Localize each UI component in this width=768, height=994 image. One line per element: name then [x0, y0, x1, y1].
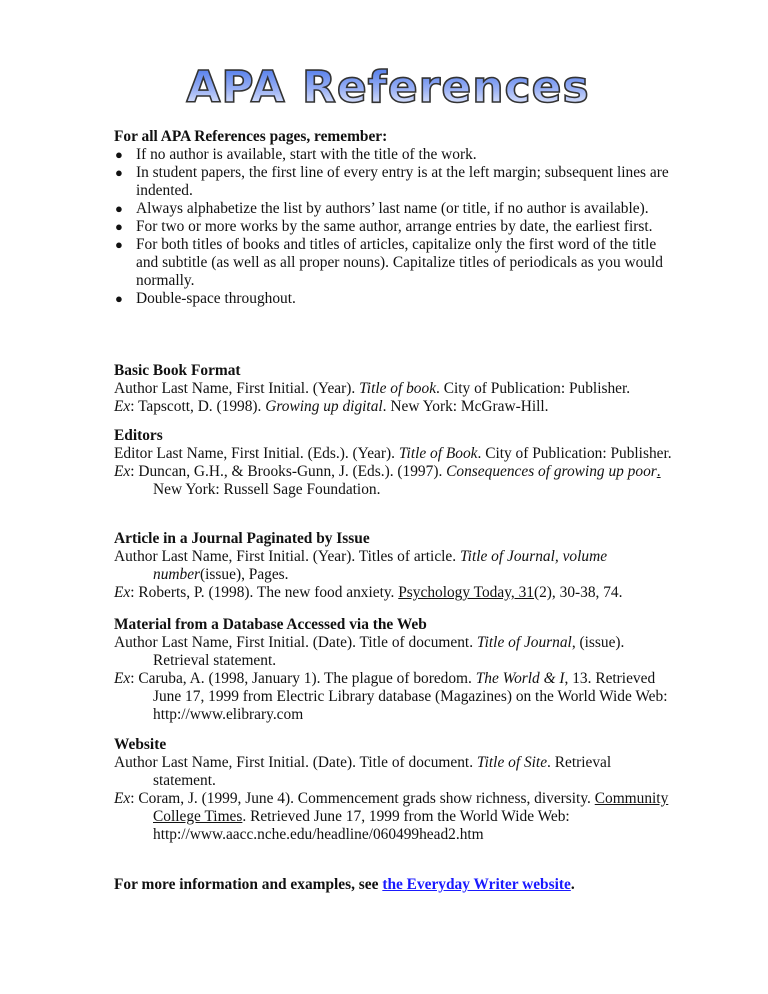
- bullet-icon: ●: [115, 147, 123, 162]
- page-title: [172, 60, 604, 110]
- rule-item: ● For two or more works by the same author, arrange entries by date, the earliest first.: [115, 218, 653, 235]
- example-line: Ex: Coram, J. (1999, June 4). Commencement grads show richness, diversity. Community College Times. Retrieved June 17, 1999 from the World Wide Web: http://www.aacc.nche.edu/headline/060499head2.htm: [114, 790, 669, 843]
- intro-block: [114, 128, 674, 308]
- format-line: Author Last Name, First Initial. (Date). Title of document. Title of Site. Retrieval statement.: [114, 754, 612, 789]
- section-heading: Editors: [114, 427, 163, 444]
- footer-note: For more information and examples, see the Everyday Writer website.: [114, 876, 575, 893]
- section-heading: Basic Book Format: [114, 362, 241, 379]
- bullet-icon: ●: [115, 201, 123, 216]
- format-line: Author Last Name, First Initial. (Year). Title of book. City of Publication: Publisher.: [114, 380, 631, 397]
- rule-item: ● Always alphabetize the list by authors’ last name (or title, if no author is available).: [115, 200, 649, 217]
- example-line: Ex: Tapscott, D. (1998). Growing up digital. New York: McGraw-Hill.: [114, 398, 549, 415]
- section-heading: Article in a Journal Paginated by Issue: [114, 530, 370, 547]
- title-text: APA References: [186, 62, 590, 110]
- section-website: [114, 736, 674, 844]
- bullet-icon: ●: [115, 219, 123, 234]
- format-line: Editor Last Name, First Initial. (Eds.). (Year). Title of Book. City of Publication: Publisher.: [114, 445, 672, 462]
- bullet-icon: ●: [115, 237, 123, 252]
- section-editors: [114, 427, 674, 499]
- section-heading: Material from a Database Accessed via the Web: [114, 616, 427, 633]
- bullet-icon: ●: [115, 165, 123, 180]
- section-database-web: [114, 616, 674, 724]
- section-journal-article: [114, 530, 674, 602]
- intro-heading: For all APA References pages, remember:: [114, 128, 388, 145]
- format-line: Author Last Name, First Initial. (Date). Title of document. Title of Journal, (issue). Retrieval statement.: [114, 634, 625, 669]
- rules-list: [114, 146, 674, 308]
- example-line: Ex: Caruba, A. (1998, January 1). The plague of boredom. The World & I, 13. Retrieved June 17, 1999 from Electric Library database (Magazines) on the World Wide Web: http://www.elibrary.com: [114, 670, 668, 723]
- format-line: Author Last Name, First Initial. (Year). Titles of article. Title of Journal, volume number(issue), Pages.: [114, 548, 608, 583]
- section-heading: Website: [114, 736, 167, 753]
- everyday-writer-link[interactable]: the Everyday Writer website: [382, 876, 571, 893]
- example-line: Ex: Duncan, G.H., & Brooks-Gunn, J. (Eds.). (1997). Consequences of growing up poor. New York: Russell Sage Foundation.: [114, 463, 661, 498]
- rule-item: ● For both titles of books and titles of articles, capitalize only the first word of the title and subtitle (as well as all proper nouns). Capitalize titles of periodicals as you would normally.: [115, 236, 664, 289]
- section-basic-book: [114, 362, 674, 416]
- bullet-icon: ●: [115, 291, 123, 306]
- rule-item: ● If no author is available, start with the title of the work.: [115, 146, 477, 163]
- rule-item: ● Double-space throughout.: [115, 290, 296, 307]
- example-line: Ex: Roberts, P. (1998). The new food anxiety. Psychology Today, 31(2), 30-38, 74.: [114, 584, 623, 601]
- title-wordart: [172, 60, 604, 110]
- rule-item: ● In student papers, the first line of every entry is at the left margin; subsequent lines are indented.: [115, 164, 669, 199]
